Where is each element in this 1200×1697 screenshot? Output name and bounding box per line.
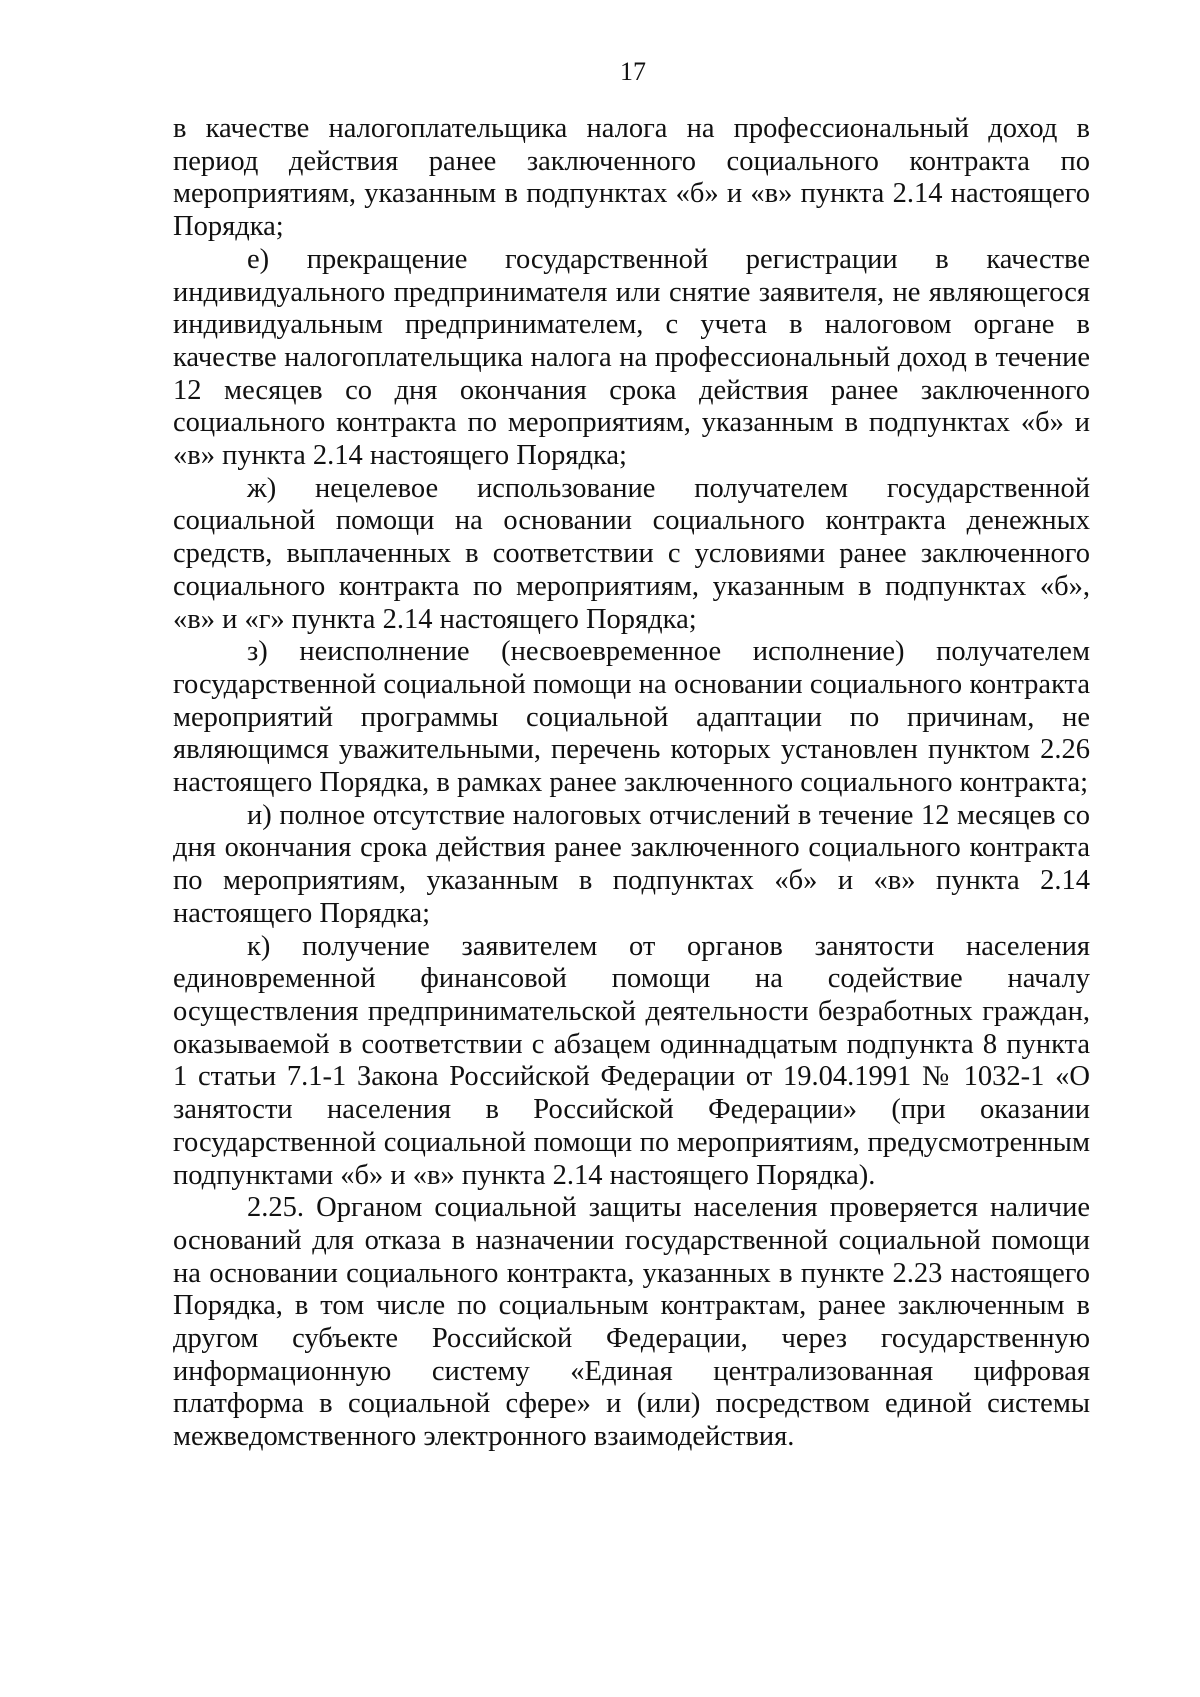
paragraph-item-e: е) прекращение государственной регистрации в качестве индивидуального предпринимателя или снятие заявителя, не являющегося индивидуальным предпринимателем, с учета в налоговом органе в качестве налогоплательщика налога на профессиональный доход в течение 12 месяцев со дня окончания срока действия ранее заключенного социального контракта по мероприятиям, указанным в подпунктах «б» и «в» пункта 2.14 настоящего Порядка; [173,243,1090,472]
page-number: 17 [620,57,646,86]
paragraph-clause-2-25: 2.25. Органом социальной защиты населения проверяется наличие оснований для отказа в назначении государственной социальной помощи на основании социального контракта, указанных в пункте 2.23 настоящего Порядка, в том числе по социальным контрактам, ранее заключенным в другом субъекте Российской Федерации, через государственную информационную систему «Единая централизованная цифровая платформа в социальной сфере» и (или) посредством единой системы межведомственного электронного взаимодействия. [173,1192,1090,1453]
paragraph-item-i: и) полное отсутствие налоговых отчислений в течение 12 месяцев со дня окончания срока действия ранее заключенного социального контракта по мероприятиям, указанным в подпунктах «б» и «в» пункта 2.14 настоящего Порядка; [173,799,1090,929]
paragraph-item-z: з) неисполнение (несвоевременное исполнение) получателем государственной социальной помощи на основании социального контракта мероприятий программы социальной адаптации по причинам, не являющимся уважительными, перечень которых установлен пунктом 2.26 настоящего Порядка, в рамках ранее заключенного социального контракта; [173,636,1090,799]
paragraph-continuation: в качестве налогоплательщика налога на профессиональный доход в период действия ранее заключенного социального контракта по мероприятиям, указанным в подпунктах «б» и «в» пункта 2.14 настоящего Порядка; [173,113,1090,243]
document-body [173,113,1090,1454]
paragraph-item-zh: ж) нецелевое использование получателем государственной социальной помощи на основании социального контракта денежных средств, выплаченных в соответствии с условиями ранее заключенного социального контракта по мероприятиям, указанным в подпунктах «б», «в» и «г» пункта 2.14 настоящего Порядка; [173,472,1090,635]
paragraph-item-k: к) получение заявителем от органов занятости населения единовременной финансовой помощи на содействие началу осуществления предпринимательской деятельности безработных граждан, оказываемой в соответствии с абзацем одиннадцатым подпункта 8 пункта 1 статьи 7.1-1 Закона Российской Федерации от 19.04.1991 № 1032-1 «О занятости населения в Российской Федерации» (при оказании государственной социальной помощи по мероприятиям, предусмотренным подпунктами «б» и «в» пункта 2.14 настоящего Порядка). [173,930,1090,1191]
